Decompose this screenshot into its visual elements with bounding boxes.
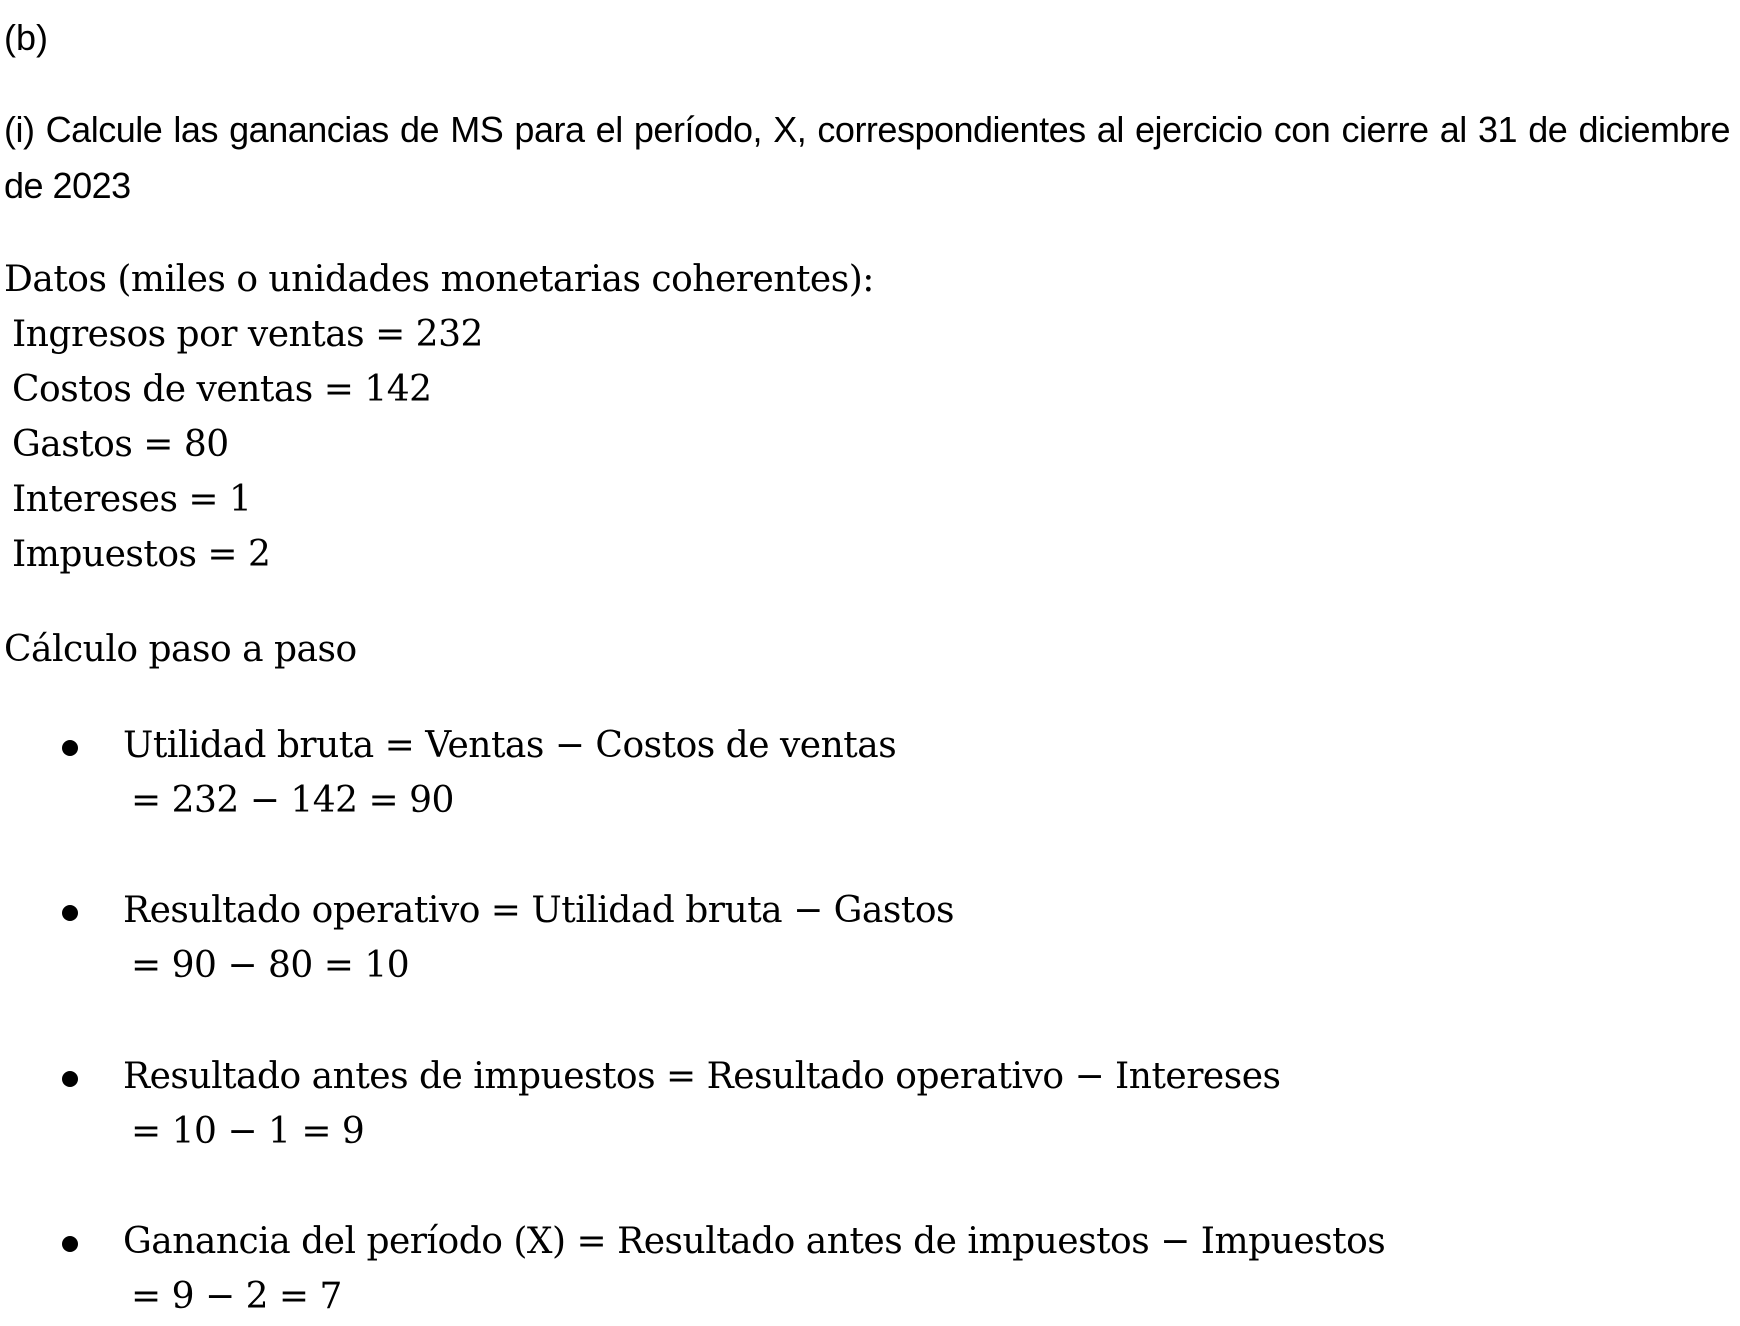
bullet-icon	[62, 1236, 78, 1252]
bullet-icon	[62, 740, 78, 756]
calc-heading: Cálculo paso a paso	[4, 629, 357, 670]
data-item-cost-of-sales: Costos de ventas = 142	[12, 369, 432, 410]
data-item-taxes: Impuestos = 2	[12, 534, 271, 575]
data-item-interest: Intereses = 1	[12, 479, 252, 520]
part-label: (b)	[4, 17, 48, 58]
bullet-icon	[62, 1071, 78, 1087]
step-operating-result-result: = 90 − 80 = 10	[131, 945, 410, 986]
data-item-sales: Ingresos por ventas = 232	[12, 314, 483, 355]
data-heading: Datos (miles o unidades monetarias coherentes):	[4, 259, 874, 300]
data-item-expenses: Gastos = 80	[12, 424, 229, 465]
step-pretax-result-formula: Resultado antes de impuestos = Resultado operativo − Intereses	[123, 1056, 1281, 1097]
step-gross-profit-formula: Utilidad bruta = Ventas − Costos de ventas	[123, 725, 897, 766]
step-gross-profit-result: = 232 − 142 = 90	[131, 780, 454, 821]
step-operating-result-formula: Resultado operativo = Utilidad bruta − Gastos	[123, 890, 954, 931]
step-pretax-result-result: = 10 − 1 = 9	[131, 1111, 365, 1152]
step-period-profit-formula: Ganancia del período (X) = Resultado antes de impuestos − Impuestos	[123, 1221, 1386, 1262]
question-text: (i) Calcule las ganancias de MS para el período, X, correspondientes al ejercicio con cierre al 31 de diciembre de 2023	[4, 109, 1730, 206]
bullet-icon	[62, 905, 78, 921]
step-period-profit-result: = 9 − 2 = 7	[131, 1276, 342, 1317]
